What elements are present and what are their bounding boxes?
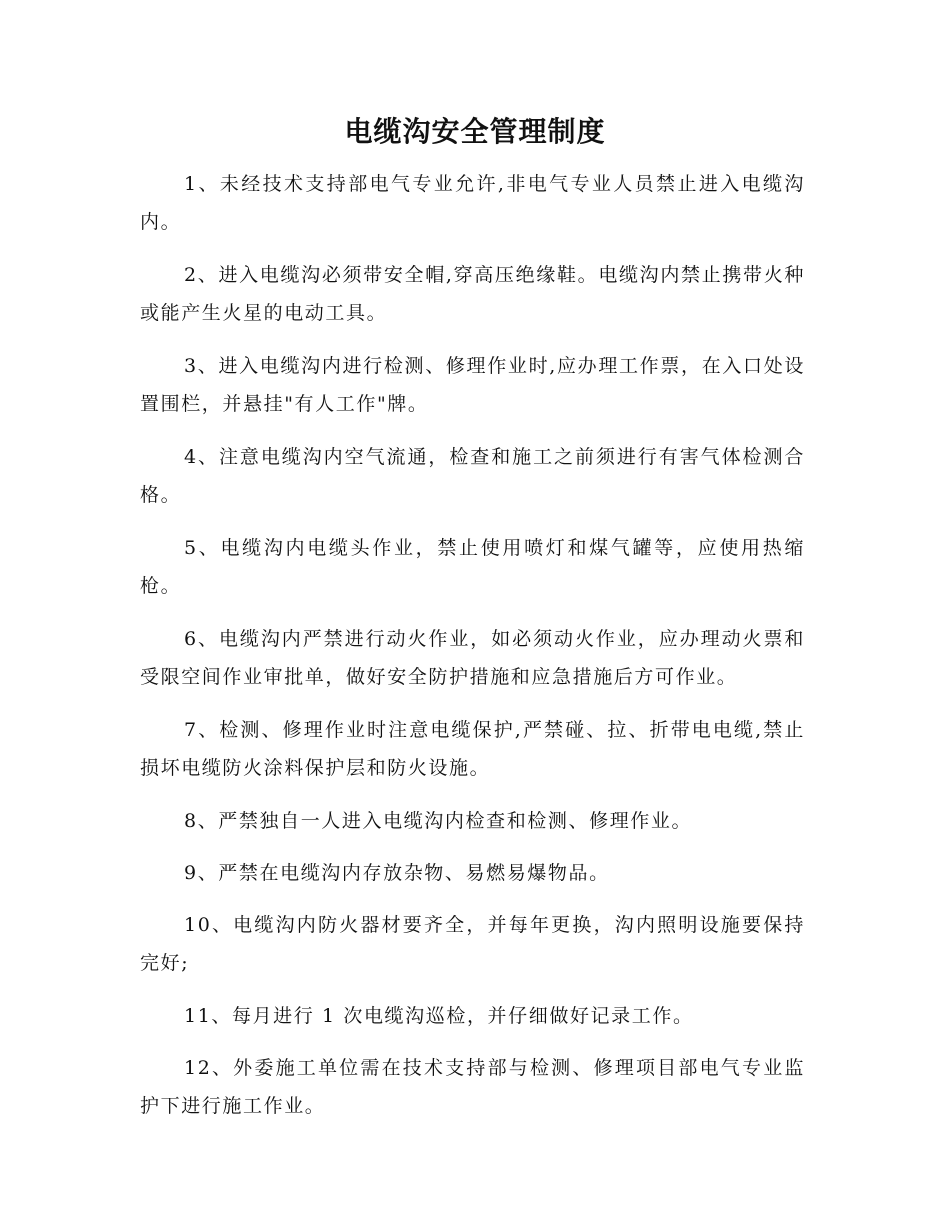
document-title: 电缆沟安全管理制度 [344,115,606,148]
rule-paragraph-9: 9、严禁在电缆沟内存放杂物、易燃易爆物品。 [184,862,610,884]
rule-paragraph-8: 8、严禁独自一人进入电缆沟内检查和检测、修理作业。 [184,810,693,832]
document-body [140,165,805,1140]
rule-paragraph-12: 12、外委施工单位需在技术支持部与检测、修理项目部电气专业监护下进行施工作业。 [140,1057,805,1117]
rule-paragraph-3: 3、进入电缆沟内进行检测、修理作业时,应办理工作票，在入口处设置围栏，并悬挂"有人工作"牌。 [140,355,805,415]
rule-paragraph-10: 10、电缆沟内防火器材要齐全，并每年更换，沟内照明设施要保持完好; [140,914,805,974]
rule-paragraph-6: 6、电缆沟内严禁进行动火作业，如必须动火作业，应办理动火票和受限空间作业审批单，做好安全防护措施和应急措施后方可作业。 [140,628,805,688]
rule-paragraph-11: 11、每月进行 1 次电缆沟巡检，并仔细做好记录工作。 [184,1005,694,1027]
rule-paragraph-1: 1、未经技术支持部电气专业允许,非电气专业人员禁止进入电缆沟内。 [140,173,805,233]
rule-paragraph-2: 2、进入电缆沟必须带安全帽,穿高压绝缘鞋。电缆沟内禁止携带火种或能产生火星的电动工具。 [140,264,805,324]
rule-paragraph-7: 7、检测、修理作业时注意电缆保护,严禁碰、拉、折带电电缆,禁止损坏电缆防火涂料保护层和防火设施。 [140,719,805,779]
rule-paragraph-4: 4、注意电缆沟内空气流通，检查和施工之前须进行有害气体检测合格。 [140,446,805,506]
rule-paragraph-5: 5、电缆沟内电缆头作业，禁止使用喷灯和煤气罐等，应使用热缩枪。 [140,537,805,597]
